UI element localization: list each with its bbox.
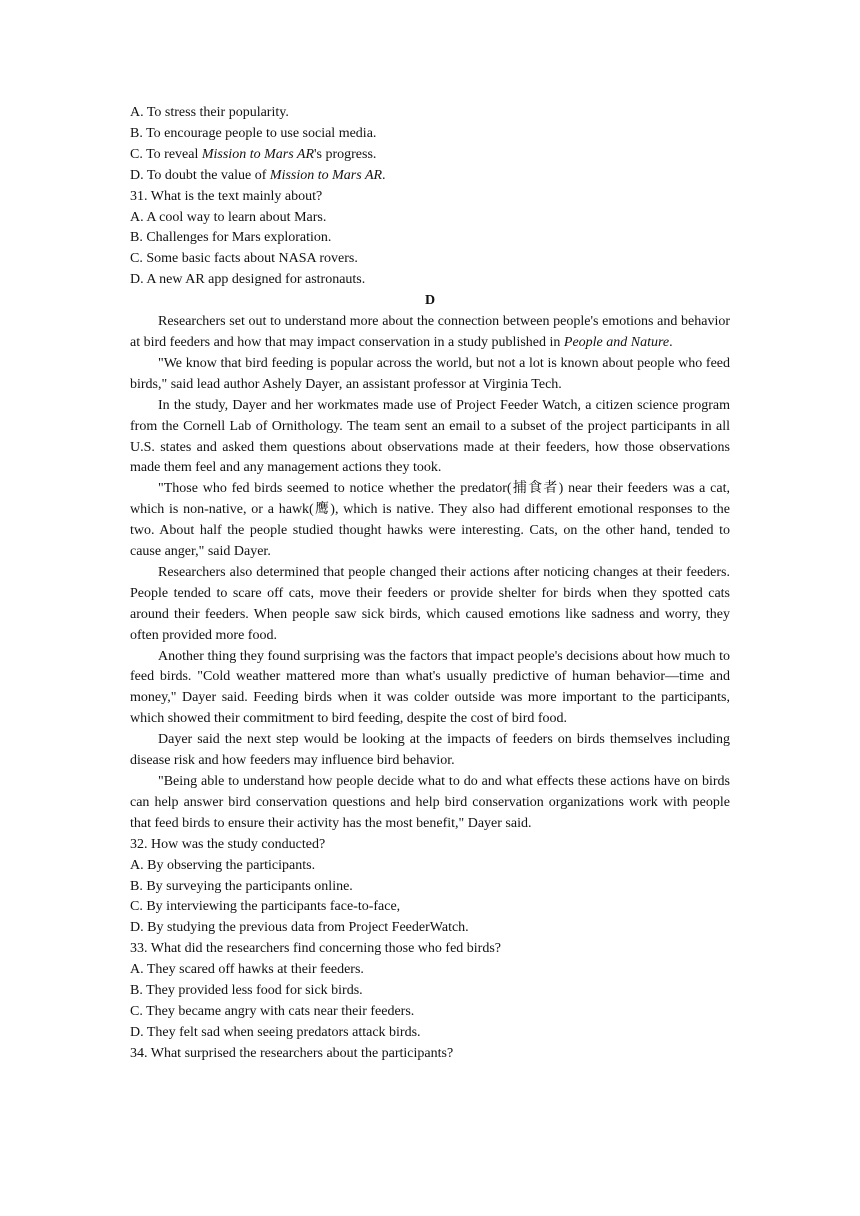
q33-option-b: B. They provided less food for sick birds. [130, 983, 363, 999]
q30-option-c: C. To reveal Mission to Mars AR's progress. [130, 146, 377, 162]
q30-option-b: B. To encourage people to use social media. [130, 125, 377, 141]
q33-option-c: C. They became angry with cats near their feeders. [130, 1003, 415, 1019]
passage-paragraph-3: In the study, Dayer and her workmates made use of Project Feeder Watch, a citizen science program from the Cornell Lab of Ornithology. The team sent an email to a subset of the project participants in all U.S. states and asked them questions about observations made at their feeders, how those observations made them feel and any management actions they took. [130, 397, 730, 476]
passage-paragraph-6: Another thing they found surprising was the factors that impact people's decisions about how much to feed birds. "Cold weather mattered more than what's usually predictive of human behavior—time and money," Dayer said. Feeding birds when it was colder outside was more important to the participants, which showed their commitment to bird feeding, despite the cost of bird food. [130, 648, 730, 727]
passage-paragraph-2: "We know that bird feeding is popular across the world, but not a lot is known about people who feed birds," said lead author Ashely Dayer, an assistant professor at Virginia Tech. [130, 355, 730, 392]
passage-paragraph-5: Researchers also determined that people changed their actions after noticing changes at their feeders. People tended to scare off cats, move their feeders or provide shelter for birds when they spotted cats around their feeders. When people saw sick birds, which caused emotions like sadness and worry, they often provided more food. [130, 564, 730, 643]
q30-option-a: A. To stress their popularity. [130, 105, 289, 120]
q30-option-d: D. To doubt the value of Mission to Mars AR. [130, 167, 386, 183]
q31-option-d: D. A new AR app designed for astronauts. [130, 272, 366, 288]
q31-option-c: C. Some basic facts about NASA rovers. [130, 251, 358, 267]
q32-option-c: C. By interviewing the participants face-to-face, [130, 899, 401, 915]
document-page [130, 103, 730, 1065]
q32-option-b: B. By surveying the participants online. [130, 878, 353, 894]
q32-option-a: A. By observing the participants. [130, 857, 316, 873]
section-title: D [424, 293, 436, 309]
passage-paragraph-1: Researchers set out to understand more about the connection between people's emotions and behavior at bird feeders and how that may impact conservation in a study published in People and Nature. [130, 314, 730, 350]
q31-option-b: B. Challenges for Mars exploration. [130, 230, 332, 246]
q31-option-a: A. A cool way to learn about Mars. [130, 209, 327, 225]
q32-option-d: D. By studying the previous data from Project FeederWatch. [130, 920, 469, 936]
q31-stem: 31. What is the text mainly about? [130, 188, 323, 204]
passage-paragraph-7: Dayer said the next step would be looking at the impacts of feeders on birds themselves including disease risk and how feeders may influence bird behavior. [130, 732, 730, 769]
passage-paragraph-4: "Those who fed birds seemed to notice whether the predator(捕食者) near their feeders was a cat, which is non-native, or a hawk(鹰), which is native. They also had different emotional responses to the two. About half the people studied thought hawks were interesting. Cats, on the other hand, tended to cause anger," said Dayer. [130, 481, 730, 560]
q32-stem: 32. How was the study conducted? [130, 836, 326, 852]
q33-option-a: A. They scared off hawks at their feeders. [130, 962, 364, 978]
q33-option-d: D. They felt sad when seeing predators attack birds. [130, 1024, 421, 1040]
q33-stem: 33. What did the researchers find concerning those who fed birds? [130, 941, 502, 957]
q34-stem: 34. What surprised the researchers about the participants? [130, 1045, 454, 1061]
passage-paragraph-8: "Being able to understand how people decide what to do and what effects these actions have on birds can help answer bird conservation questions and help bird conservation organizations work with people that feed birds to ensure their activity has the most benefit," Dayer said. [130, 774, 730, 831]
